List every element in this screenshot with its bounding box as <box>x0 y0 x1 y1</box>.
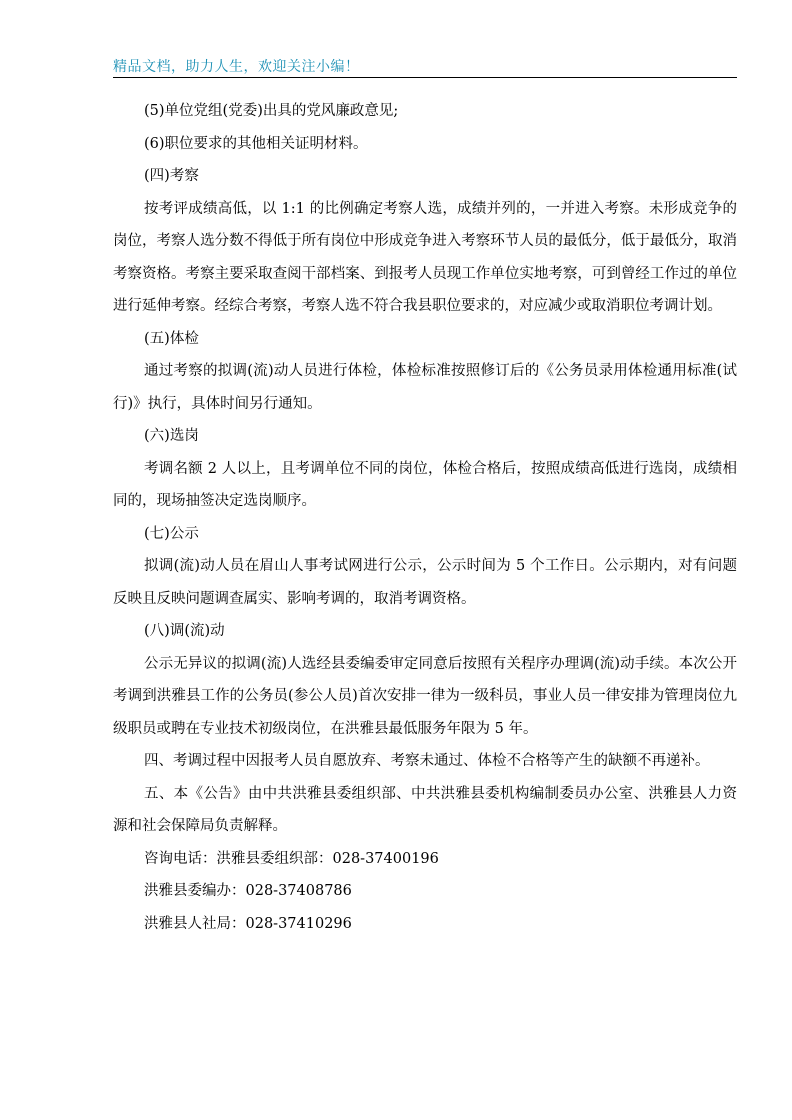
paragraph: 四、考调过程中因报考人员自愿放弃、考察未通过、体检不合格等产生的缺额不再递补。 <box>144 753 710 769</box>
section-heading: (四)考察 <box>144 168 199 184</box>
paragraph: 公示无异议的拟调(流)人选经县委编委审定同意后按照有关程序办理调(流)动手续。本次公开考调到洪雅县工作的公务员(参公人员)首次安排一律为一级科员，事业人员一律安排为管理岗位九级职员或聘在专业技术初级岗位，在洪雅县最低服务年限为 5 年。 <box>113 655 737 737</box>
contact-line: 咨询电话：洪雅县委组织部：028-37400196 <box>144 850 439 867</box>
document-body <box>113 95 737 940</box>
paragraph: 拟调(流)动人员在眉山人事考试网进行公示，公示时间为 5 个工作日。公示期内，对有问题反映且反映问题调查属实、影响考调的，取消考调资格。 <box>113 558 737 607</box>
contact-line: 洪雅县委编办：028-37408786 <box>144 883 352 899</box>
section-heading: (八)调(流)动 <box>144 623 225 639</box>
section-heading: (五)体检 <box>144 330 199 347</box>
paragraph: (6)职位要求的其他相关证明材料。 <box>144 135 368 152</box>
section-heading: (七)公示 <box>144 525 199 542</box>
paragraph: 按考评成绩高低，以 1:1 的比例确定考察人选，成绩并列的，一并进入考察。未形成竞争的岗位，考察人选分数不得低于所有岗位中形成竞争进入考察环节人员的最低分，低于最低分，取消考察资格。考察主要采取查阅干部档案、到报考人员现工作单位实地考察，可到曾经工作过的单位进行延伸考察。经综合考察，考察人选不符合我县职位要求的，对应减少或取消职位考调计划。 <box>113 200 737 314</box>
paragraph: 考调名额 2 人以上，且考调单位不同的岗位，体检合格后，按照成绩高低进行选岗，成绩相同的，现场抽签决定选岗顺序。 <box>113 460 737 509</box>
paragraph: 五、本《公告》由中共洪雅县委组织部、中共洪雅县委机构编制委员办公室、洪雅县人力资源和社会保障局负责解释。 <box>113 785 737 834</box>
page-header: 精品文档，助力人生，欢迎关注小编！ <box>113 57 737 78</box>
paragraph: (5)单位党组(党委)出具的党风廉政意见; <box>144 103 399 119</box>
paragraph: 通过考察的拟调(流)动人员进行体检，体检标准按照修订后的《公务员录用体检通用标准(试行)》执行，具体时间另行通知。 <box>113 363 737 412</box>
section-heading: (六)选岗 <box>144 428 199 444</box>
contact-line: 洪雅县人社局：028-37410296 <box>144 915 352 932</box>
